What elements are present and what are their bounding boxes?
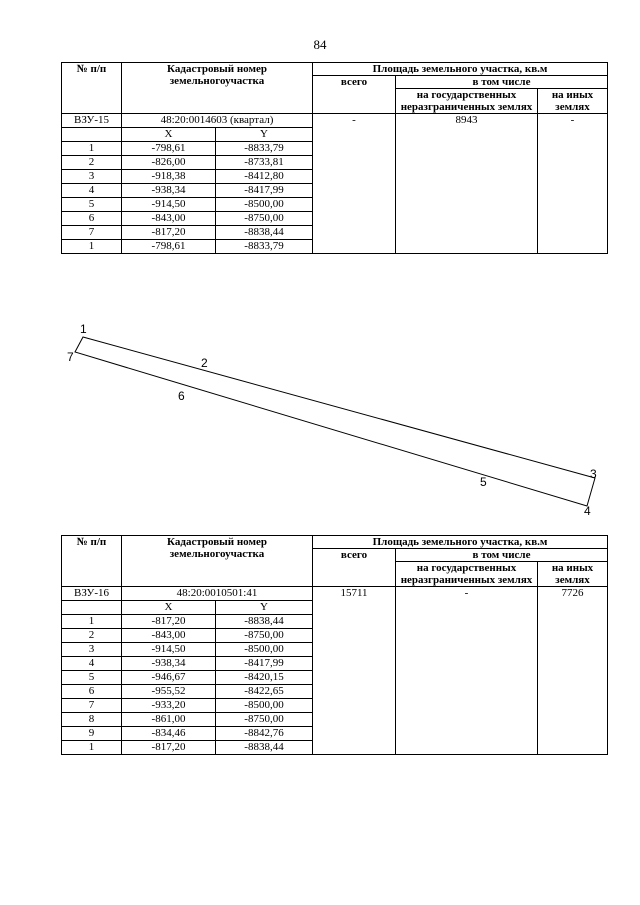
point-number: 9 <box>62 727 122 741</box>
header-area: Площадь земельного участка, кв.м <box>313 536 608 549</box>
point-x: -826,00 <box>122 156 216 170</box>
point-y: -8500,00 <box>216 198 313 212</box>
point-number: 5 <box>62 198 122 212</box>
point-x: -861,00 <box>122 713 216 727</box>
point-y: -8500,00 <box>216 643 313 657</box>
point-y: -8838,44 <box>216 226 313 240</box>
point-x: -938,34 <box>122 184 216 198</box>
point-label-2: 2 <box>201 356 208 370</box>
point-x: -798,61 <box>122 240 216 254</box>
parcel-table-vzu-16 <box>61 535 608 755</box>
point-number: 6 <box>62 212 122 226</box>
point-number: 7 <box>62 226 122 240</box>
point-y: -8833,79 <box>216 142 313 156</box>
point-x: -834,46 <box>122 727 216 741</box>
parcel-area-other-land: - <box>538 114 608 254</box>
header-y: Y <box>216 601 313 615</box>
point-label-4: 4 <box>584 504 591 518</box>
point-number: 1 <box>62 615 122 629</box>
header-other-land: на иных землях <box>538 89 608 114</box>
point-number: 2 <box>62 629 122 643</box>
header-number: № п/п <box>62 63 122 114</box>
point-number: 8 <box>62 713 122 727</box>
point-y: -8750,00 <box>216 212 313 226</box>
header-area-total: всего <box>313 76 396 114</box>
point-y: -8422,65 <box>216 685 313 699</box>
parcel-area-state-land: 8943 <box>396 114 538 254</box>
parcel-id: ВЗУ-16 <box>62 587 122 601</box>
point-x: -918,38 <box>122 170 216 184</box>
point-x: -955,52 <box>122 685 216 699</box>
point-y: -8838,44 <box>216 615 313 629</box>
header-including: в том числе <box>396 549 608 562</box>
parcel-cadastral-number: 48:20:0010501:41 <box>122 587 313 601</box>
header-cadastral-number: Кадастровый номер земельногоучастка <box>122 536 313 587</box>
point-number: 4 <box>62 657 122 671</box>
point-label-3: 3 <box>590 467 597 481</box>
header-x: X <box>122 601 216 615</box>
header-area: Площадь земельного участка, кв.м <box>313 63 608 76</box>
header-cadastral-number: Кадастровый номер земельногоучастка <box>122 63 313 114</box>
header-state-land: на государственных неразграниченных землях <box>396 562 538 587</box>
empty-cell <box>62 128 122 142</box>
point-number: 3 <box>62 170 122 184</box>
page-number: 84 <box>313 37 327 52</box>
point-number: 5 <box>62 671 122 685</box>
header-number: № п/п <box>62 536 122 587</box>
point-y: -8750,00 <box>216 629 313 643</box>
parcel-table-vzu-15 <box>61 62 608 254</box>
parcel-id: ВЗУ-15 <box>62 114 122 128</box>
point-x: -817,20 <box>122 741 216 755</box>
point-y: -8417,99 <box>216 657 313 671</box>
header-including: в том числе <box>396 76 608 89</box>
point-x: -798,61 <box>122 142 216 156</box>
point-number: 6 <box>62 685 122 699</box>
point-x: -914,50 <box>122 643 216 657</box>
point-number: 4 <box>62 184 122 198</box>
point-label-6: 6 <box>178 389 185 403</box>
parcel-area-total: - <box>313 114 396 254</box>
header-x: X <box>122 128 216 142</box>
point-number: 1 <box>62 142 122 156</box>
point-number: 1 <box>62 741 122 755</box>
point-y: -8750,00 <box>216 713 313 727</box>
point-label-1: 1 <box>80 322 87 336</box>
point-x: -946,67 <box>122 671 216 685</box>
point-y: -8833,79 <box>216 240 313 254</box>
point-x: -914,50 <box>122 198 216 212</box>
point-label-5: 5 <box>480 475 487 489</box>
parcel-area-other-land: 7726 <box>538 587 608 755</box>
point-y: -8838,44 <box>216 741 313 755</box>
point-number: 1 <box>62 240 122 254</box>
parcel-sketch <box>0 300 640 530</box>
point-x: -938,34 <box>122 657 216 671</box>
parcel-outline <box>75 337 595 506</box>
point-y: -8417,99 <box>216 184 313 198</box>
point-number: 3 <box>62 643 122 657</box>
point-x: -933,20 <box>122 699 216 713</box>
header-y: Y <box>216 128 313 142</box>
point-x: -817,20 <box>122 226 216 240</box>
point-y: -8412,80 <box>216 170 313 184</box>
header-state-land: на государственных неразграниченных землях <box>396 89 538 114</box>
point-x: -843,00 <box>122 629 216 643</box>
header-other-land: на иных землях <box>538 562 608 587</box>
point-y: -8842,76 <box>216 727 313 741</box>
point-label-7: 7 <box>67 350 74 364</box>
parcel-cadastral-number: 48:20:0014603 (квартал) <box>122 114 313 128</box>
parcel-area-state-land: - <box>396 587 538 755</box>
point-number: 2 <box>62 156 122 170</box>
point-number: 7 <box>62 699 122 713</box>
point-y: -8420,15 <box>216 671 313 685</box>
parcel-area-total: 15711 <box>313 587 396 755</box>
empty-cell <box>62 601 122 615</box>
point-x: -817,20 <box>122 615 216 629</box>
point-x: -843,00 <box>122 212 216 226</box>
header-area-total: всего <box>313 549 396 587</box>
point-y: -8500,00 <box>216 699 313 713</box>
point-y: -8733,81 <box>216 156 313 170</box>
